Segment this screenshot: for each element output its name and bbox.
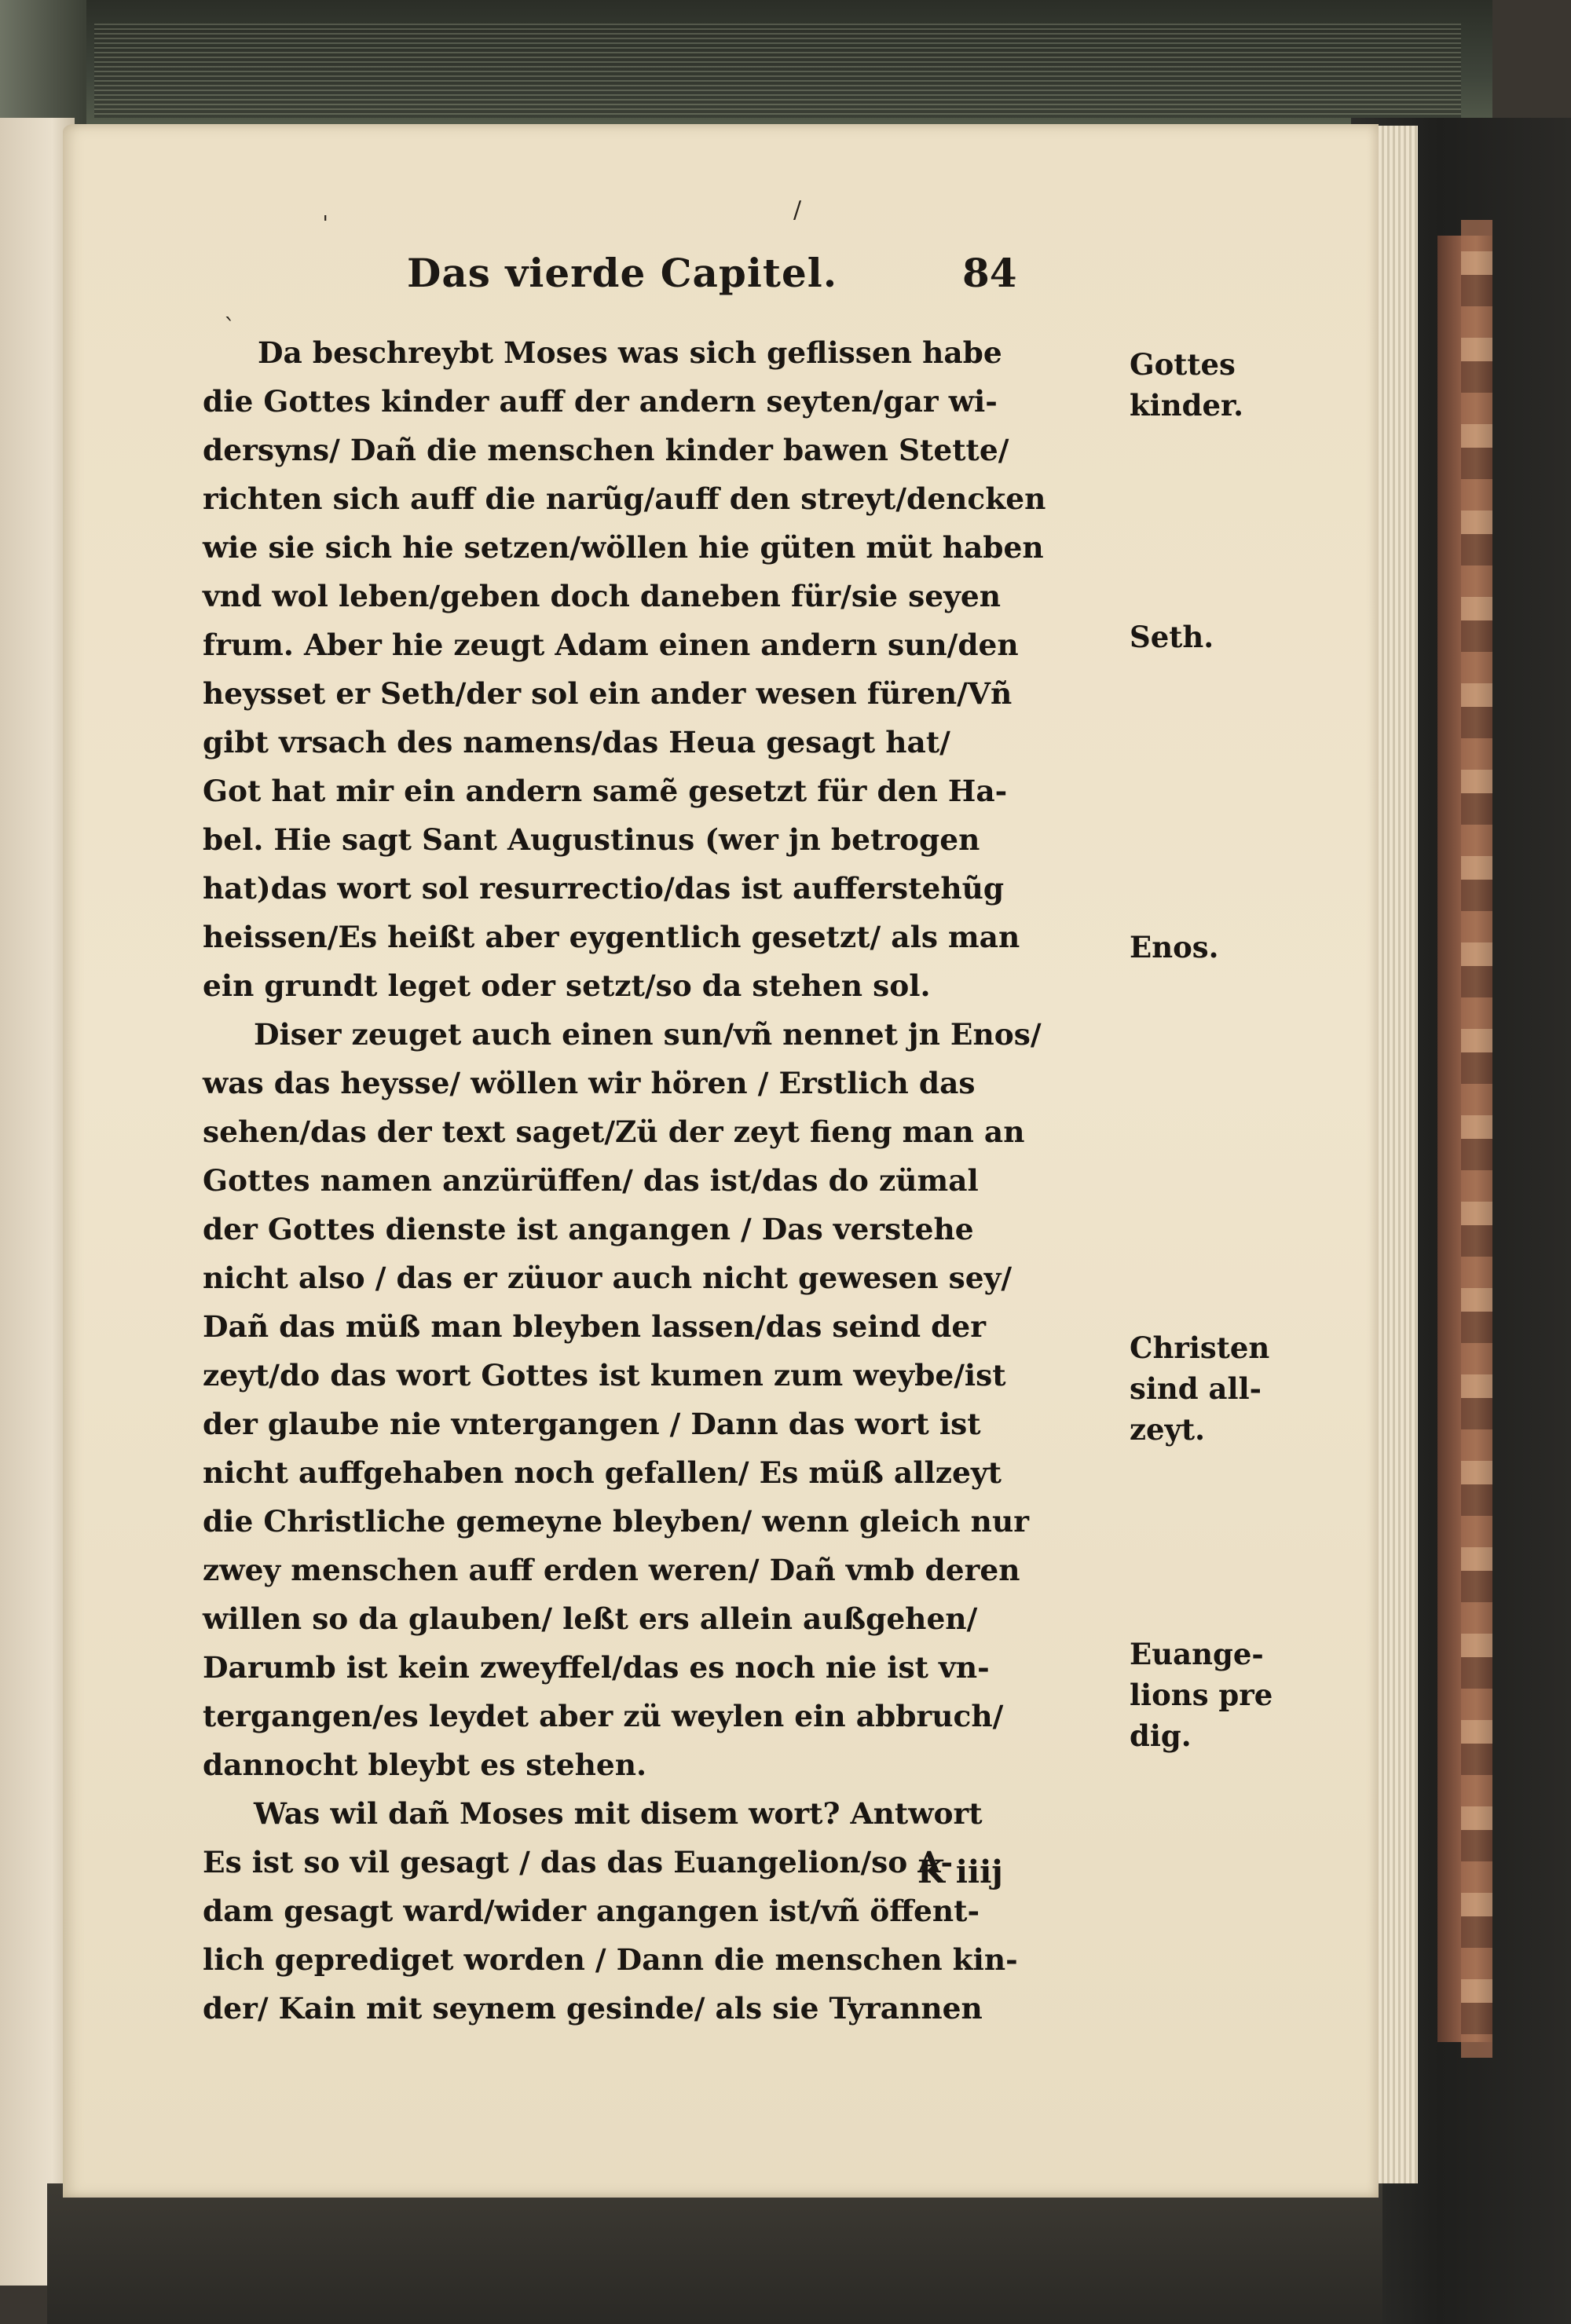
margin-note-line: Enos. bbox=[1130, 930, 1219, 964]
stray-mark: ˈ bbox=[322, 212, 329, 240]
margin-note-line: kinder. bbox=[1130, 388, 1243, 423]
text-line: heysset er Seth/der sol ein ander wesen füren/Vñ bbox=[203, 676, 1013, 711]
stray-mark: / bbox=[793, 196, 802, 224]
text-line: die Christliche gemeyne bleyben/ wenn gleich nur bbox=[203, 1504, 1029, 1539]
book-spine bbox=[0, 0, 86, 137]
running-header bbox=[385, 250, 1092, 313]
text-line: was das heysse/ wöllen wir hören / Erstlich das bbox=[203, 1066, 976, 1100]
margin-note-line: Christen bbox=[1130, 1330, 1270, 1365]
text-line: der glaube nie vntergangen / Dann das wort ist bbox=[203, 1407, 981, 1441]
margin-note bbox=[1130, 617, 1357, 657]
text-line: Got hat mir ein andern samẽ gesetzt für den Ha- bbox=[203, 774, 1008, 808]
book-top-edge bbox=[0, 0, 1492, 137]
text-line: sehen/das der text saget/Zü der zeyt fieng man an bbox=[203, 1114, 1025, 1149]
margin-note bbox=[1130, 344, 1357, 426]
running-title: Das vierde Capitel. bbox=[407, 250, 838, 296]
text-line: dannocht bleybt es stehen. bbox=[203, 1748, 647, 1782]
text-line: willen so da glauben/ leßt ers allein außgehen/ bbox=[203, 1601, 978, 1636]
text-line: nicht auffgehaben noch gefallen/ Es müß allzeyt bbox=[203, 1455, 1002, 1490]
margin-note-line: dig. bbox=[1130, 1718, 1192, 1753]
text-line: Gottes namen anzürüffen/ das ist/das do zümal bbox=[203, 1163, 979, 1198]
text-line: wie sie sich hie setzen/wöllen hie güten müt haben bbox=[203, 530, 1044, 565]
text-line: Dañ das müß man bleyben lassen/das seind der bbox=[203, 1309, 986, 1344]
bottom-shadow bbox=[47, 2183, 1382, 2324]
margin-note-line: lions pre bbox=[1130, 1678, 1273, 1712]
text-line: der Gottes dienste ist angangen / Das verstehe bbox=[203, 1212, 974, 1246]
text-line: bel. Hie sagt Sant Augustinus (wer jn betrogen bbox=[203, 822, 980, 857]
text-line: lich geprediget worden / Dann die menschen kin- bbox=[203, 1942, 1018, 1977]
text-line: die Gottes kinder auff der andern seyten/gar wi- bbox=[203, 384, 998, 419]
text-line: zeyt/do das wort Gottes ist kumen zum weybe/ist bbox=[203, 1358, 1006, 1393]
signature-mark: K iiij bbox=[917, 1854, 1003, 1890]
text-line: zwey menschen auff erden weren/ Dañ vmb deren bbox=[203, 1553, 1020, 1587]
text-line: vnd wol leben/geben doch daneben für/sie seyen bbox=[203, 579, 1001, 613]
margin-note-line: zeyt. bbox=[1130, 1412, 1206, 1447]
margin-note bbox=[1130, 927, 1357, 968]
text-line: richten sich auff die narũg/auff den streyt/dencken bbox=[203, 481, 1046, 516]
text-line: Es ist so vil gesagt / das das Euangelion/so A- bbox=[203, 1845, 954, 1879]
text-line: frum. Aber hie zeugt Adam einen andern sun/den bbox=[203, 628, 1019, 662]
text-line: Darumb ist kein zweyffel/das es noch nie ist vn- bbox=[203, 1650, 990, 1685]
text-line: dersyns/ Dañ die menschen kinder bawen Stette/ bbox=[203, 433, 1009, 467]
text-line: gibt vrsach des namens/das Heua gesagt hat/ bbox=[203, 725, 950, 759]
margin-note-line: Gottes bbox=[1130, 347, 1236, 382]
text-line: der/ Kain mit seynem gesinde/ als sie Tyrannen bbox=[203, 1991, 983, 2026]
stray-mark: ˋ bbox=[224, 314, 236, 342]
margin-note-line: sind all- bbox=[1130, 1371, 1262, 1406]
text-line: hat)das wort sol resurrectio/das ist aufferstehũg bbox=[203, 871, 1005, 906]
text-line: Diser zeuget auch einen sun/vñ nennet jn Enos/ bbox=[254, 1017, 1042, 1052]
body-text bbox=[203, 328, 1130, 2033]
text-line: ein grundt leget oder setzt/so da stehen sol. bbox=[203, 968, 931, 1003]
text-line: tergangen/es leydet aber zü weylen ein abbruch/ bbox=[203, 1699, 1004, 1733]
page-number: 84 bbox=[962, 250, 1017, 296]
text-line: heissen/Es heißt aber eygentlich gesetzt/ als man bbox=[203, 920, 1020, 954]
text-line: nicht also / das er züuor auch nicht gewesen sey/ bbox=[203, 1261, 1013, 1295]
marbled-edge bbox=[1461, 220, 1492, 2058]
margin-note-line: Seth. bbox=[1130, 620, 1214, 654]
text-line: Was wil dañ Moses mit disem wort? Antwort bbox=[254, 1796, 983, 1831]
margin-note-line: Euange- bbox=[1130, 1637, 1264, 1671]
text-line: dam gesagt ward/wider angangen ist/vñ öffent- bbox=[203, 1894, 980, 1928]
margin-note bbox=[1130, 1327, 1357, 1450]
text-line: Da beschreybt Moses was sich geflissen habe bbox=[258, 335, 1002, 370]
page-edges bbox=[94, 24, 1461, 118]
margin-note bbox=[1130, 1634, 1357, 1756]
